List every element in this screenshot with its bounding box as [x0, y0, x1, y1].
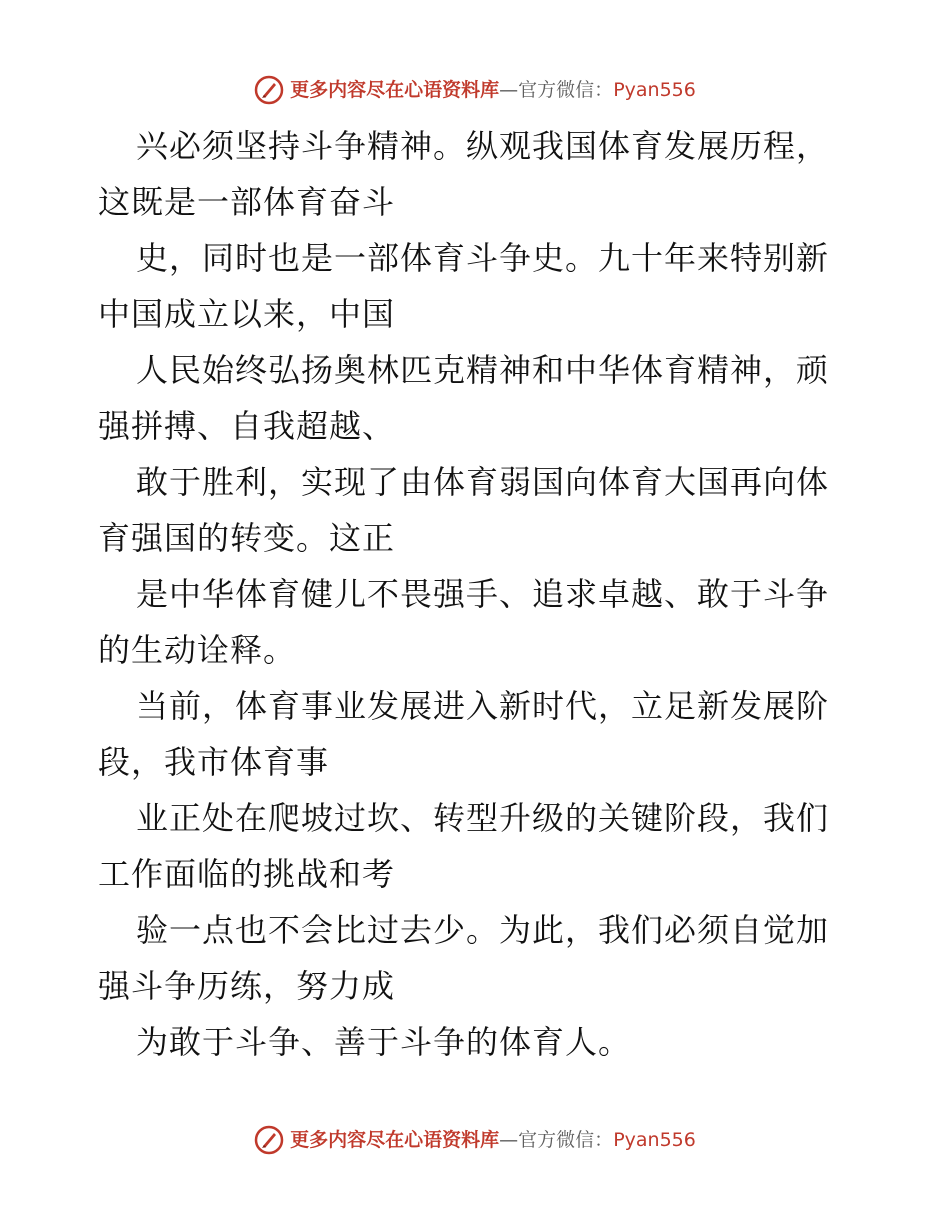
watermark-prefix: 更多内容尽在心语资料库 [290, 79, 500, 101]
paragraph-line: 工作面临的挑战和考 [98, 855, 396, 893]
paragraph [98, 342, 858, 454]
paragraph-line: 强拼搏、自我超越、 [98, 407, 396, 445]
paragraph-line: 的生动诠释。 [98, 631, 297, 669]
watermark-text [290, 75, 696, 105]
paragraph-line: 业正处在爬坡过坎、转型升级的关键阶段，我们 [136, 799, 830, 837]
paragraph-line: 史，同时也是一部体育斗争史。九十年来特别新 [136, 239, 830, 277]
paragraph [98, 230, 858, 342]
watermark-account: Pyan556 [613, 79, 696, 101]
paragraph-line: 验一点也不会比过去少。为此，我们必须自觉加 [136, 911, 830, 949]
watermark-text [290, 1125, 696, 1155]
paragraph [98, 902, 858, 1014]
paragraph-line: 是中华体育健儿不畏强手、追求卓越、敢于斗争 [136, 575, 830, 613]
paragraph-line: 段，我市体育事 [98, 743, 330, 781]
paragraph-line: 中国成立以来，中国 [98, 295, 396, 333]
quill-logo-icon [254, 1125, 284, 1155]
paragraph-line: 为敢于斗争、善于斗争的体育人。 [136, 1023, 632, 1061]
paragraph-line: 育强国的转变。这正 [98, 519, 396, 557]
paragraph-line: 强斗争历练，努力成 [98, 967, 396, 1005]
paragraph-line: 这既是一部体育奋斗 [98, 183, 396, 221]
watermark-suffix: —官方微信： [499, 79, 614, 101]
document-body [98, 118, 858, 1070]
watermark-prefix: 更多内容尽在心语资料库 [290, 1129, 500, 1151]
watermark-suffix: —官方微信： [499, 1129, 614, 1151]
paragraph [98, 1014, 858, 1070]
paragraph [98, 566, 858, 678]
paragraph [98, 678, 858, 790]
paragraph [98, 118, 858, 230]
paragraph-line: 当前，体育事业发展进入新时代，立足新发展阶 [136, 687, 830, 725]
header-watermark [0, 70, 950, 110]
watermark-account: Pyan556 [613, 1129, 696, 1151]
quill-logo-icon [254, 75, 284, 105]
footer-watermark [0, 1120, 950, 1160]
paragraph-line: 兴必须坚持斗争精神。纵观我国体育发展历程， [136, 127, 830, 165]
paragraph-line: 人民始终弘扬奥林匹克精神和中华体育精神，顽 [136, 351, 830, 389]
paragraph [98, 790, 858, 902]
paragraph-line: 敢于胜利，实现了由体育弱国向体育大国再向体 [136, 463, 830, 501]
paragraph [98, 454, 858, 566]
